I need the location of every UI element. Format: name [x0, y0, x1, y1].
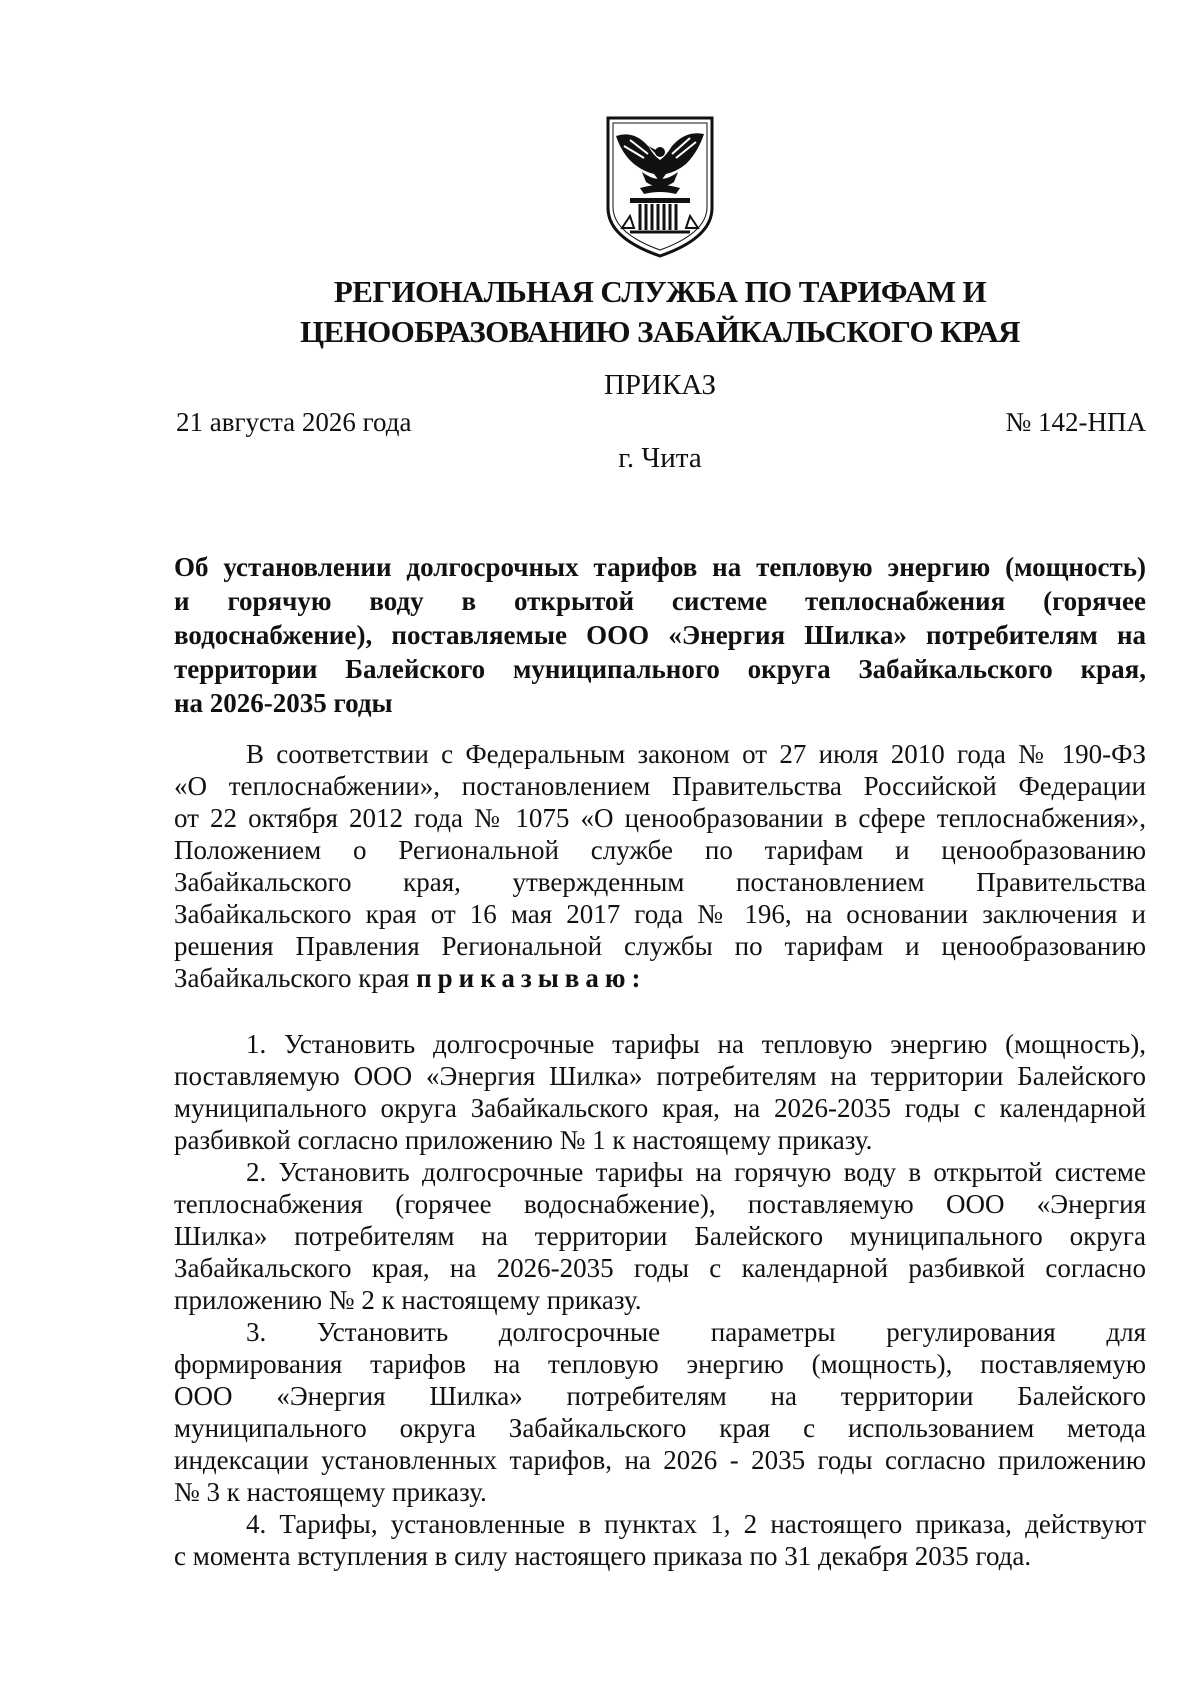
document-date: 21 августа 2026 года: [176, 407, 412, 437]
order-items: [174, 1028, 1146, 1572]
preamble-last-line: [174, 962, 1146, 994]
preamble-line: Забайкальского края от 16 мая 2017 года № 196, на основании заключения и: [174, 899, 1146, 929]
preamble-line: Забайкальского края, утвержденным постановлением Правительства: [174, 867, 1146, 897]
document-type: ПРИКАЗ: [603, 369, 717, 401]
item-3-line: муниципального округа Забайкальского края с использованием метода: [174, 1413, 1146, 1443]
item-1-line: разбивкой согласно приложению № 1 к настоящему приказу.: [174, 1125, 873, 1155]
item-3-line: формирования тарифов на тепловую энергию (мощность), поставляемую: [174, 1349, 1146, 1379]
order-keyword: приказываю:: [416, 963, 647, 993]
item-3-line: индексации установленных тарифов, на 2026 - 2035 годы согласно приложению: [174, 1445, 1146, 1475]
title-line: водоснабжение), поставляемые ООО «Энергия Шилка» потребителям на: [174, 620, 1146, 650]
preamble-line: решения Правления Региональной службы по тарифам и ценообразованию: [174, 931, 1146, 961]
item-1-line: 1. Установить долгосрочные тарифы на тепловую энергию (мощность),: [246, 1029, 1146, 1059]
preamble-line: Положением о Региональной службе по тарифам и ценообразованию: [174, 835, 1146, 865]
item-2-line: приложению № 2 к настоящему приказу.: [174, 1285, 642, 1315]
coat-of-arms-emblem: [600, 112, 720, 260]
document-title: [174, 550, 1146, 720]
item-3-line: ООО «Энергия Шилка» потребителям на территории Балейского: [174, 1381, 1146, 1411]
eagle-shield-icon: [600, 112, 720, 260]
preamble-line: «О теплоснабжении», постановлением Правительства Российской Федерации: [174, 771, 1146, 801]
item-2-line: Забайкальского края, на 2026-2035 годы с календарной разбивкой согласно: [174, 1253, 1146, 1283]
organization-name-line-2: ЦЕНООБРАЗОВАНИЮ ЗАБАЙКАЛЬСКОГО КРАЯ: [300, 314, 1020, 349]
item-3-line: № 3 к настоящему приказу.: [174, 1477, 487, 1507]
item-1-line: муниципального округа Забайкальского края, на 2026-2035 годы с календарной: [174, 1093, 1146, 1123]
item-3-line: 3. Установить долгосрочные параметры регулирования для: [246, 1317, 1146, 1347]
item-1-line: поставляемую ООО «Энергия Шилка» потребителям на территории Балейского: [174, 1061, 1146, 1091]
item-4-line: с момента вступления в силу настоящего приказа по 31 декабря 2035 года.: [174, 1541, 1032, 1571]
title-line: на 2026-2035 годы: [174, 688, 393, 718]
preamble-line: от 22 октября 2012 года № 1075 «О ценообразовании в сфере теплоснабжения»,: [174, 803, 1146, 833]
item-2-line: 2. Установить долгосрочные тарифы на горячую воду в открытой системе: [246, 1157, 1146, 1187]
preamble-paragraph: [174, 738, 1146, 994]
document-number: № 142-НПА: [1005, 407, 1146, 437]
document-city: г. Чита: [618, 442, 702, 474]
item-2-line: теплоснабжения (горячее водоснабжение), поставляемую ООО «Энергия: [174, 1189, 1146, 1219]
item-2-line: Шилка» потребителям на территории Балейского муниципального округа: [174, 1221, 1146, 1251]
organization-name-line-1: РЕГИОНАЛЬНАЯ СЛУЖБА ПО ТАРИФАМ И: [333, 274, 987, 309]
title-line: Об установлении долгосрочных тарифов на тепловую энергию (мощность): [174, 552, 1146, 582]
preamble-last-text: Забайкальского края: [174, 963, 417, 993]
title-line: и горячую воду в открытой системе теплоснабжения (горячее: [174, 586, 1146, 616]
preamble-line: В соответствии с Федеральным законом от 27 июля 2010 года № 190-ФЗ: [246, 739, 1146, 769]
title-line: территории Балейского муниципального округа Забайкальского края,: [174, 654, 1146, 684]
item-4-line: 4. Тарифы, установленные в пунктах 1, 2 настоящего приказа, действуют: [246, 1509, 1146, 1539]
